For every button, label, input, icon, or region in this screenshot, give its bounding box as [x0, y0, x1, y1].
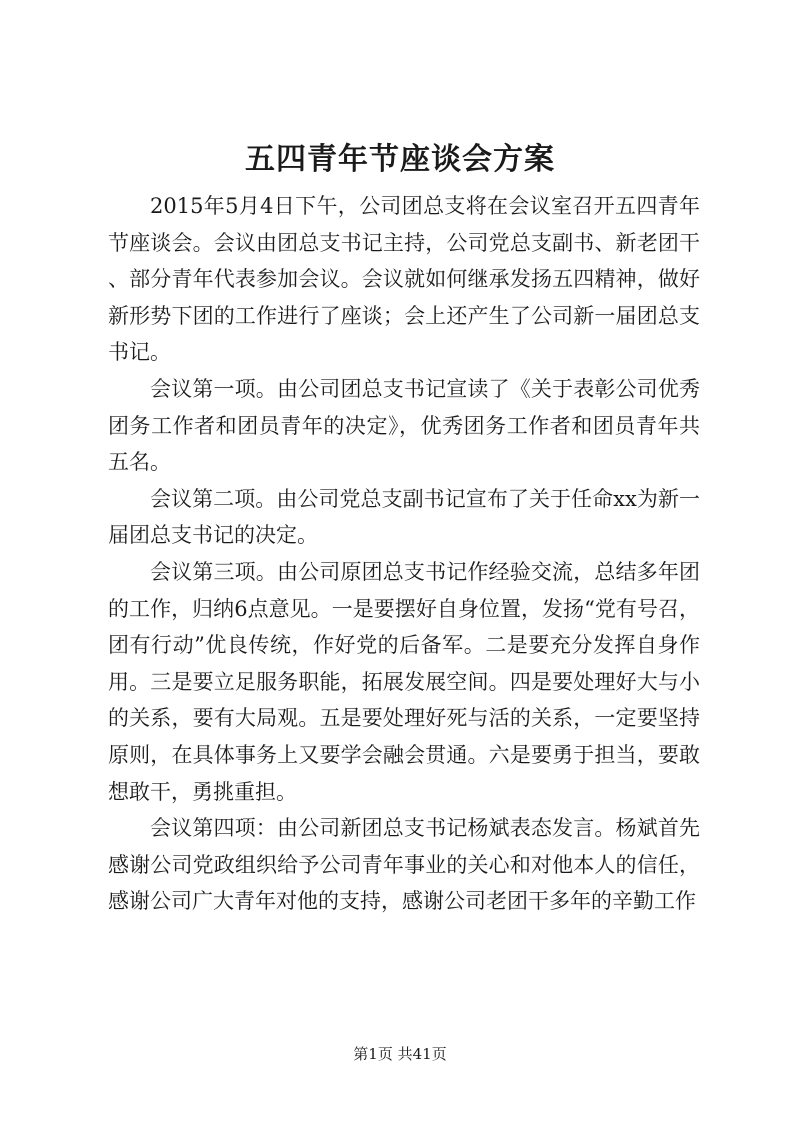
paragraph-item-2: 会议第二项。由公司党总支副书记宣布了关于任命xx为新一届团总支书记的决定。: [108, 486, 700, 548]
page-number-footer: 第1页 共41页: [353, 1045, 447, 1063]
document-title: 五四青年节座谈会方案: [245, 142, 555, 177]
paragraph-item-3: 会议第三项。由公司原团总支书记作经验交流，总结多年团的工作，归纳6点意见。一是要摆好自身位置，发扬“党有号召，团有行动”优良传统，作好党的后备军。二是要充分发挥自身作用。三是要立足服务职能，拓展发展空间。四是要处理好大与小的关系，要有大局观。五是要处理好死与活的关系，一定要坚持原则，在具体事务上又要学会融会贯通。六是要勇于担当，要敢想敢干，勇挑重担。: [108, 559, 700, 804]
paragraph-intro: 2015年5月4日下午，公司团总支将在会议室召开五四青年节座谈会。会议由团总支书记主持，公司党总支副书、新老团干、部分青年代表参加会议。会议就如何继承发扬五四精神，做好新形势下团的工作进行了座谈；会上还产生了公司新一届团总支书记。: [108, 194, 700, 365]
paragraph-item-1: 会议第一项。由公司团总支书记宣读了《关于表彰公司优秀团务工作者和团员青年的决定》，优秀团务工作者和团员青年共五名。: [108, 376, 700, 475]
document-body: [108, 188, 700, 920]
paragraph-item-4: 会议第四项：由公司新团总支书记杨斌表态发言。杨斌首先感谢公司党政组织给予公司青年事业的关心和对他本人的信任，感谢公司广大青年对他的支持，感谢公司老团干多年的辛勤工作: [108, 816, 700, 914]
